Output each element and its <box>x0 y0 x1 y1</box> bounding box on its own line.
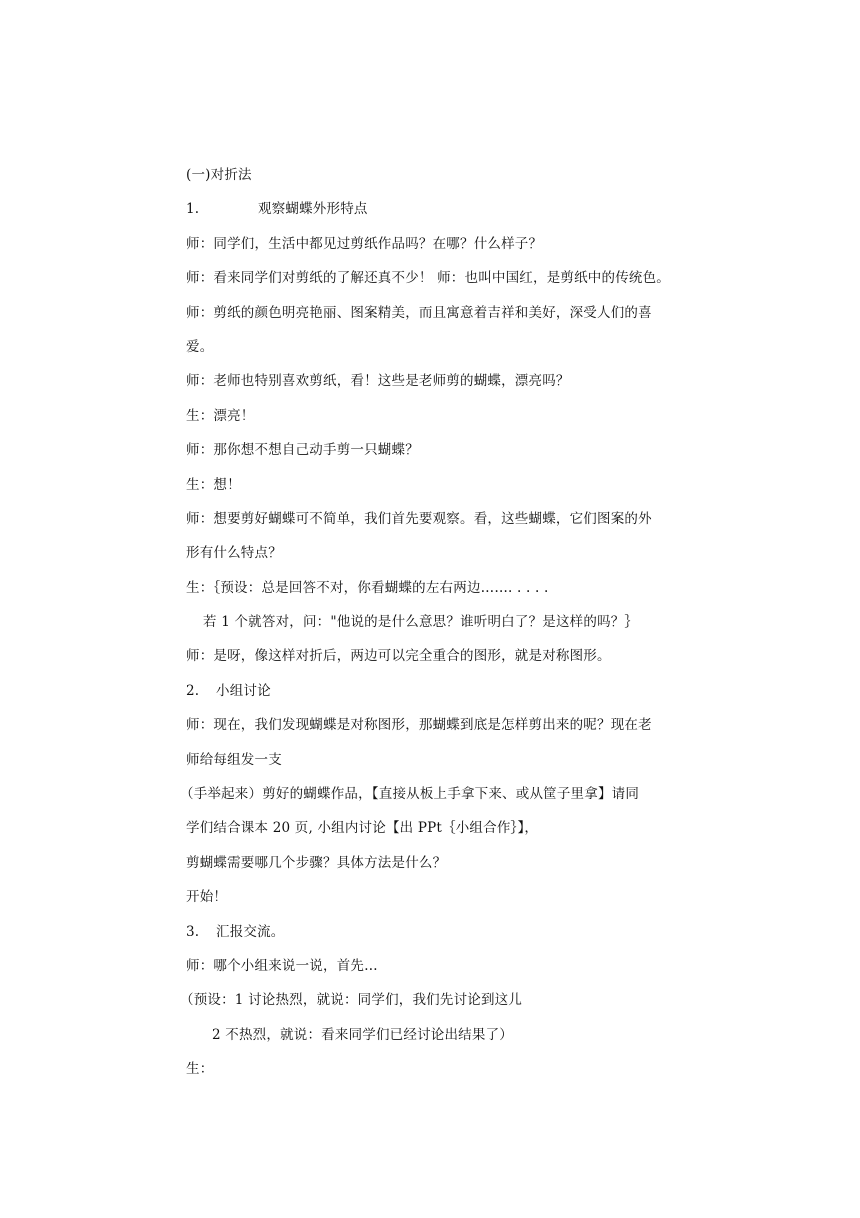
paragraph-line: 师：想要剪好蝴蝶可不简单，我们首先要观察。看，这些蝴蝶，它们图案的外 <box>186 510 652 527</box>
item-1-heading <box>186 192 686 226</box>
paragraph-line: 师给每组发一支 <box>186 751 282 768</box>
paragraph-line: 师：是呀，像这样对折后，两边可以完全重合的图形，就是对称图形。 <box>186 648 611 665</box>
paragraph-line: 师：老师也特别喜欢剪纸，看！这些是老师剪的蝴蝶，漂亮吗？ <box>186 373 570 390</box>
paragraph-line: 形有什么特点？ <box>186 545 282 562</box>
paragraph-line: 爱。 <box>186 338 214 355</box>
item-3-title: 汇报交流。 <box>216 923 285 940</box>
paragraph-line: 师：同学们，生活中都见过剪纸作品吗？在哪？什么样子？ <box>186 235 543 252</box>
paragraph-line: 师：剪纸的颜色明亮艳丽、图案精美，而且寓意着吉祥和美好，深受人们的喜 <box>186 304 652 321</box>
paragraph-line: 剪蝴蝶需要哪几个步骤？具体方法是什么？ <box>186 854 447 871</box>
item-2-title: 小组讨论 <box>216 682 271 699</box>
paragraph-line: 开始！ <box>186 889 228 906</box>
paragraph-line: 师：哪个小组来说一说，首先… <box>186 957 378 974</box>
paragraph-line: 生：｛预设：总是回答不对，你看蝴蝶的左右两边……. . . . . <box>186 579 549 596</box>
paragraph-line: （预设：1 讨论热烈，就说：同学们，我们先讨论到这儿 <box>180 992 523 1009</box>
paragraph-line: 生： <box>186 1061 214 1078</box>
paragraph-line: 生：想！ <box>186 476 241 493</box>
paragraph-line: 师：那你想不想自己动手剪一只蝴蝶？ <box>186 442 419 459</box>
paragraph-line: 若 1 个就答对，问："他说的是什么意思？谁听明白了？是这样的吗？｝ <box>203 614 639 631</box>
item-1-number: 1. <box>186 201 200 218</box>
document-body <box>180 158 686 1087</box>
paragraph-line: 学们结合课本 20 页, 小组内讨论【出 PPt｛小组合作｝】， <box>186 820 539 837</box>
item-3-number: 3. <box>186 923 200 940</box>
item-3-heading <box>186 915 686 949</box>
paragraph-line: （手举起来）剪好的蝴蝶作品，【直接从板上手拿下来、或从筐子里拿】请同 <box>180 786 640 803</box>
paragraph-line: 生：漂亮！ <box>186 407 255 424</box>
item-1-title: 观察蝴蝶外形特点 <box>258 201 368 218</box>
item-2-number: 2. <box>186 682 200 699</box>
section-title: (一)对折法 <box>186 167 252 183</box>
paragraph-line: 师：看来同学们对剪纸的了解还真不少！ 师：也叫中国红，是剪纸中的传统色。 <box>186 270 670 287</box>
item-2-heading <box>186 674 686 708</box>
paragraph-line: 师：现在，我们发现蝴蝶是对称图形，那蝴蝶到底是怎样剪出来的呢？现在老 <box>186 717 652 734</box>
paragraph-line: 2 不热烈，就说：看来同学们已经讨论出结果了） <box>212 1026 513 1043</box>
